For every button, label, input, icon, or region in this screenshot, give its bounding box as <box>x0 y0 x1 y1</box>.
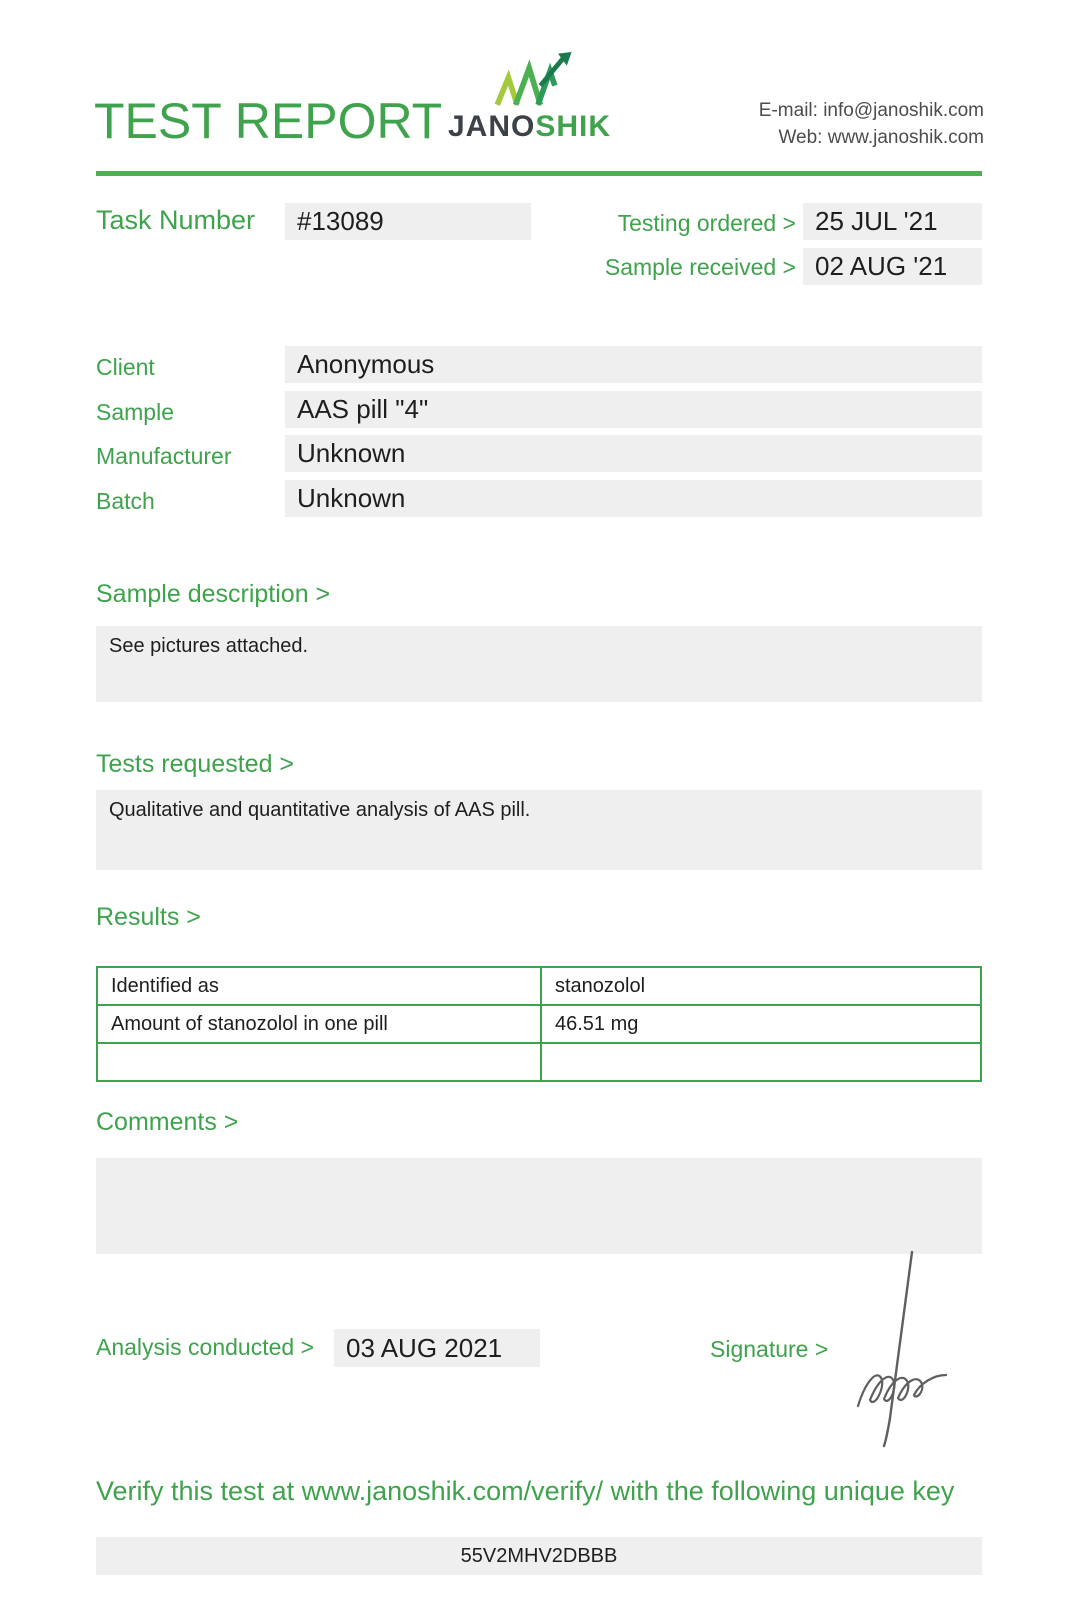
result-amount-value: 46.51 mg <box>541 1005 981 1043</box>
sample-description-heading: Sample description > <box>96 580 331 608</box>
manufacturer-label: Manufacturer <box>96 443 232 469</box>
contact-web: Web: www.janoshik.com <box>778 127 984 148</box>
comments-heading: Comments > <box>96 1108 239 1136</box>
testing-ordered-label: Testing ordered > <box>617 210 796 236</box>
result-identified-label: Identified as <box>97 967 541 1005</box>
sample-received-label: Sample received > <box>604 254 796 280</box>
task-number-label: Task Number <box>96 205 256 235</box>
client-label: Client <box>96 354 155 380</box>
task-number-value: #13089 <box>285 203 531 240</box>
results-table <box>96 966 982 1082</box>
page-title: TEST REPORT <box>94 93 443 149</box>
header-divider <box>96 171 982 176</box>
chart-growth-icon <box>494 52 574 113</box>
contact-email: E-mail: info@janoshik.com <box>758 100 984 121</box>
results-heading: Results > <box>96 903 201 931</box>
logo-jano: JANO <box>448 110 536 143</box>
contact-block <box>759 97 984 151</box>
verify-key: 55V2MHV2DBBB <box>96 1537 982 1575</box>
verify-instruction: Verify this test at www.janoshik.com/verify/ with the following unique key <box>96 1476 955 1506</box>
tests-requested-heading: Tests requested > <box>96 750 295 778</box>
batch-value: Unknown <box>285 480 982 517</box>
logo-wordmark <box>448 110 611 144</box>
comments-box <box>96 1158 982 1254</box>
analysis-conducted-value: 03 AUG 2021 <box>334 1329 540 1367</box>
sample-received-value: 02 AUG '21 <box>803 248 982 285</box>
result-empty-value <box>541 1043 981 1081</box>
testing-ordered-value: 25 JUL '21 <box>803 203 982 240</box>
table-row <box>97 1043 981 1081</box>
batch-label: Batch <box>96 488 155 514</box>
result-identified-value: stanozolol <box>541 967 981 1005</box>
result-amount-label: Amount of stanozolol in one pill <box>97 1005 541 1043</box>
tests-requested-box: Qualitative and quantitative analysis of AAS pill. <box>96 790 982 870</box>
signature-scribble <box>846 1248 962 1455</box>
table-row <box>97 967 981 1005</box>
sample-value: AAS pill "4" <box>285 391 982 428</box>
logo-shik: SHIK <box>535 110 612 143</box>
manufacturer-value: Unknown <box>285 435 982 472</box>
result-empty-label <box>97 1043 541 1081</box>
signature-label: Signature > <box>710 1336 829 1362</box>
client-value: Anonymous <box>285 346 982 383</box>
sample-label: Sample <box>96 399 174 425</box>
table-row <box>97 1005 981 1043</box>
analysis-conducted-label: Analysis conducted > <box>96 1334 314 1360</box>
sample-description-box: See pictures attached. <box>96 626 982 702</box>
